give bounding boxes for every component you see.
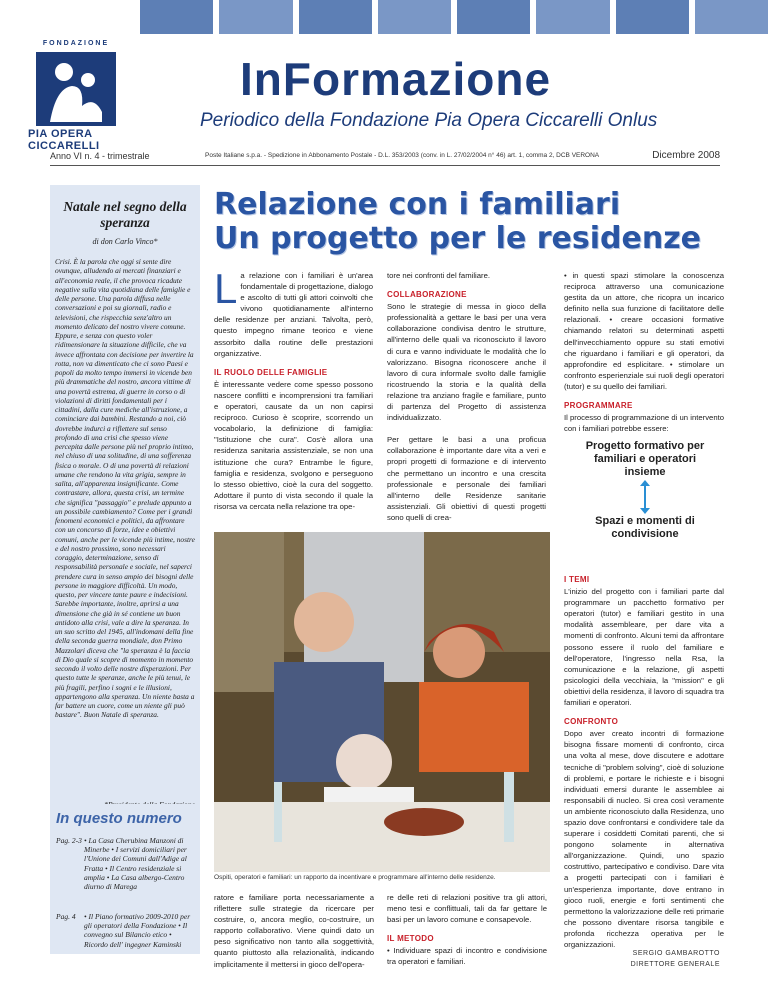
- contents-page: Pag. 4: [56, 912, 76, 921]
- process-diagram: [580, 440, 710, 541]
- issue-number: Anno VI n. 4 - trimestrale: [50, 151, 150, 161]
- photo-illustration: [214, 532, 550, 872]
- section-text-metodo: • Individuare spazi di incontro e condivisione tra operatori e familiari.: [387, 946, 547, 967]
- section-heading-confronto: CONFRONTO: [564, 717, 619, 727]
- column2-start-text: tore nei confronti del familiare.: [387, 271, 490, 280]
- article-column-1: [214, 265, 373, 512]
- article-intro: a relazione con i familiari è un'area fondamentale di progettazione, dialogo e ascolto di tutti gli attori coinvolti che vivono quotidianamente all'interno delle residenze per anziani. Talvolta, però, questo impegno rimane teorico e viene assorbito dalla routine delle prestazioni organizzative.: [214, 271, 373, 358]
- article-signature: [600, 948, 720, 970]
- section-text-temi: L'inizio del progetto con i familiari parte dal programmare un pacchetto formativo per operatori (tutor) e familiari gestito in una modalità assembleare, per dare vita a momenti di confronto. Alcuni temi da affrontare possono essere il ruolo del familiare e dell'operatore, l'ingresso nella Rsa, la comunicazione e la relazione, gli aspetti psicologici della vecchiaia, la "mission" e gli obiettivi della residenza, il lavoro di squadra tra familiari e operatori.: [564, 587, 724, 708]
- logo-text-line2: CICCARELLI: [28, 140, 100, 152]
- in-this-issue-box: [50, 804, 200, 954]
- editorial-body: Crisi. È la parola che oggi si sente dire ovunque, alludendo ai mercati finanziari e all'economia reale, il che provoca ricadute negative sulla vita quotidiana delle famiglie e delle persone. Una parola diffusa nelle conversazioni e poi su giornali, radio e televisioni, che rispecchia senz'altro un momento delicato del nostro vivere comune. Eppure, e senza con questo voler ridimensionare la situazione difficile, che va invece affrontata con decisione per invertire la rotta, non va dimenticato che ci sono Paesi e popoli da molto tempo immersi in vicende ben più drammatiche del nostro, ancora vittime di una povertà estrema, di guerre in corso o di violazioni di diritti fondamentali per i cittadini, dalla cure mediche all'istruzione, a cominciare dai bambini. Restando a noi, ciò dovrebbe indurci a riflettere sul senso profondo di una crisi che spesso viene percepita dalle persone più nel proprio intimo, nel chiuso di una solitudine, di una sofferenza fisica o morale. O di una povertà di relazioni umane che rendono la vita grigia, sempre in salita, all'apparenza insignificante. Come contrastare, allora, questa crisi, un termine che significa "passaggio" e prelude appunto a un possibile cambiamento? Come per i grandi fenomeni economici e politici, da affrontare con un concorso di forze, idee e obiettivi comuni, anche per le vicende più intime, nostre e del nostro prossimo, sono necessari coraggio, determinazione, senso di responsabilità personale e sociale, nel saperci prendere cura in senso ampio dei bisogni delle persone in maggiore difficoltà. Un modo, questo, per vincere tante paure e indecisioni. Sarebbe importante, inoltre, aprirsi a una dimensione che già in sé contiene un buon antidoto alla crisi, vale a dire la speranza. In un suo scritto del 1945, all'indomani della fine della seconda guerra mondiale, don Primo Mazzolari diceva che "la speranza è la faccia di Dio quale si scopre di momento in momento secondo il volto delle nostre disperazioni. Per questo tutte le speranze, anche le più tenui, le più fragili, perfino i sogni e le illusioni, appartengono alla speranza. Un niente basta a far battere un cuore, come un niente gli può bastare". Buon Natale di speranza.: [55, 257, 195, 720]
- section-heading-programmare: PROGRAMMARE: [564, 401, 633, 411]
- section-heading-temi: I TEMI: [564, 575, 590, 584]
- objectives-bullets: • in questi spazi stimolare la conoscenza reciproca attraverso una comunicazione gestita da un attore, che ricopra un incarico definito nella sua funzione di facilitatore delle relazionali. • creare occasioni formative chiamando relatori su determinati aspetti dell'invecchiamento oppure su stati emotivi che riguardano i familiari e gli operatori, da approfondire ed esplicitare. • stimolare un confronto esperienziale sui ruoli degli operatori (tutor) e su quello dei familiari.: [564, 271, 724, 391]
- section-heading-ruolo: IL RUOLO DELLE FAMIGLIE: [214, 367, 328, 377]
- editorial-author: di don Carlo Vinco*: [92, 237, 158, 246]
- section-text-collaborazione: Sono le strategie di messa in gioco della professionalità a gettare le basi per una vera collaborazione condivisa dentro le strutture, all'interno delle quali va riconosciuto il lavoro di cura e vanno individuate le modalità che lo valorizzano. Bisogna riconoscere anche il lavoro di cura informale svolto dalle famiglie ricostruendo la storia e la qualità della relazione tra anziano fragile e familiare, punto di partenza del Progetto di assistenza individualizzato.: [387, 302, 546, 423]
- signature-role: DIRETTORE GENERALE: [630, 961, 720, 968]
- article-title: [214, 188, 701, 256]
- article-photo: [214, 532, 550, 872]
- in-this-issue-title: In questo numero: [56, 810, 182, 827]
- diagram-top-box: Progetto formativo per familiari e operatori insieme: [585, 440, 705, 478]
- masthead-subtitle: Periodico della Fondazione Pia Opera Ciccarelli Onlus: [200, 110, 658, 131]
- article-column-3-lower: [564, 574, 724, 950]
- article-title-line2: Un progetto per le residenze: [214, 221, 702, 256]
- article-title-line1: Relazione con i familiari: [214, 187, 621, 222]
- contents-items: • La Casa Cherubina Manzoni di Minerbe • I servizi domiciliari per l'Unione dei Comuni dall'Adige al Fratta • Il Centro residenziale si amplia • La Casa albergo-Centro diurno di Marega: [84, 836, 187, 892]
- logo-foundation-text: FONDAZIONE: [42, 40, 110, 47]
- contents-items: • Il Piano formativo 2009-2010 per gli operatori della Fondazione • Il convegno sul Bilancio etico • Ricordo dell' ingegner Kaminski: [84, 912, 191, 949]
- column5-text: re delle reti di relazioni positive tra gli attori, meno tesi e conflittuali, tali da far gettare le basi per un lavoro comune e consapevole.: [387, 893, 547, 925]
- double-arrow-icon: [644, 485, 646, 509]
- column4-text: ratore e familiare porta necessariamente a riflettere sulle strategie da ricercare per costruire, o, ancora meglio, co-costruire, un rapporto collaborativo. Viene quindi dato un peso significativo non tanto alla soggettività, quanto piuttosto alla relazionalità, indicando implicitamente il mettersi in gioco dell'opera-: [214, 893, 374, 969]
- logo-emblem-icon: [36, 52, 116, 126]
- postal-notice: Poste Italiane s.p.a. - Spedizione in Abbonamento Postale - D.L. 353/2003 (conv. in L. 27/02/2004 n° 46) art. 1, comma 2, DCB VERONA: [205, 152, 600, 159]
- article-column-5: [387, 892, 547, 968]
- signature-name: SERGIO GAMBAROTTO: [632, 950, 720, 957]
- foundation-logo: [22, 40, 130, 160]
- editorial-title: Natale nel segno della speranza: [63, 199, 187, 230]
- contents-row: [56, 836, 196, 906]
- masthead-title: InFormazione: [240, 53, 552, 105]
- section-text-ruolo: È interessante vedere come spesso possono nascere conflitti e incomprensioni tra familiari e operatori, causate da un non capirsi reciproco. Curioso è scoprire, scorrendo un vocabolario, la definizione di famiglia: "Istituzione che cura". Cos'è allora una residenza sanitaria assistenziale, se non una istituzione che cura? Entrambe le figure, famiglia e residenza, svolgono e perseguono lo stesso obiettivo, cioè la cura del soggetto. Adottare il punto di vista secondo il quale la risorsa va cercata nella relazione tra ope-: [214, 379, 373, 511]
- drop-cap: L: [214, 265, 238, 312]
- issue-info-bar: [50, 146, 720, 166]
- article-column-3: [564, 270, 724, 434]
- section-text-confronto: Dopo aver creato incontri di formazione bisogna fissare momenti di confronto, circa una volta al mese, dove discutere e adottare tecniche di "problem solving", cioè di soluzione di problemi, e portare le richieste e i bisogni individuati emersi durante le assemblee ai responsabili di nucleo. Si crea così veramente un ambiente riconosciuto dalla Residenza, uno spazio dove confrontarsi e condividere tale da superare i cosiddetti Comitati parenti, che si pongono solamente in alternativa all'organizzazione. Quindi, uno spazio costruttivo, partecipativo e condiviso. Dare vita a progetti partecipati con i familiari è un'esperienza importante, dove entrano in gioco ruoli, energie e forti sentimenti che permettono la valorizzazione delle reti primarie che possono diventare risorsa tangibile e profonda ricchezza operativa per le organizzazioni.: [564, 729, 724, 949]
- section-heading-collaborazione: COLLABORAZIONE: [387, 290, 467, 300]
- contents-row: [56, 912, 196, 952]
- article-column-4: [214, 892, 374, 970]
- section-text-collaborazione-2: Per gettare le basi a una proficua collaborazione è importante dare vita a veri e propri progetti di formazione e di intervento che permettano un incontro e una crescita professionale e personale dei familiari all'interno delle Residenze sanitarie assistenziali. Gli obiettivi di questi progetti sono quelli di crea-: [387, 435, 546, 522]
- article-column-2: [387, 270, 546, 523]
- top-color-band: [0, 0, 768, 34]
- section-text-programmare: Il processo di programmazione di un intervento con i familiari potrebbe essere:: [564, 413, 724, 434]
- issue-date: Dicembre 2008: [652, 150, 720, 161]
- photo-caption: Ospiti, operatori e familiari: un rapporto da incentivare e programmare all'interno delle residenze.: [214, 874, 496, 881]
- contents-page: Pag. 2-3: [56, 836, 82, 845]
- section-heading-metodo: IL METODO: [387, 934, 434, 944]
- diagram-bottom-box: Spazi e momenti di condivisione: [595, 515, 695, 540]
- logo-text-line1: PIA OPERA: [28, 128, 93, 140]
